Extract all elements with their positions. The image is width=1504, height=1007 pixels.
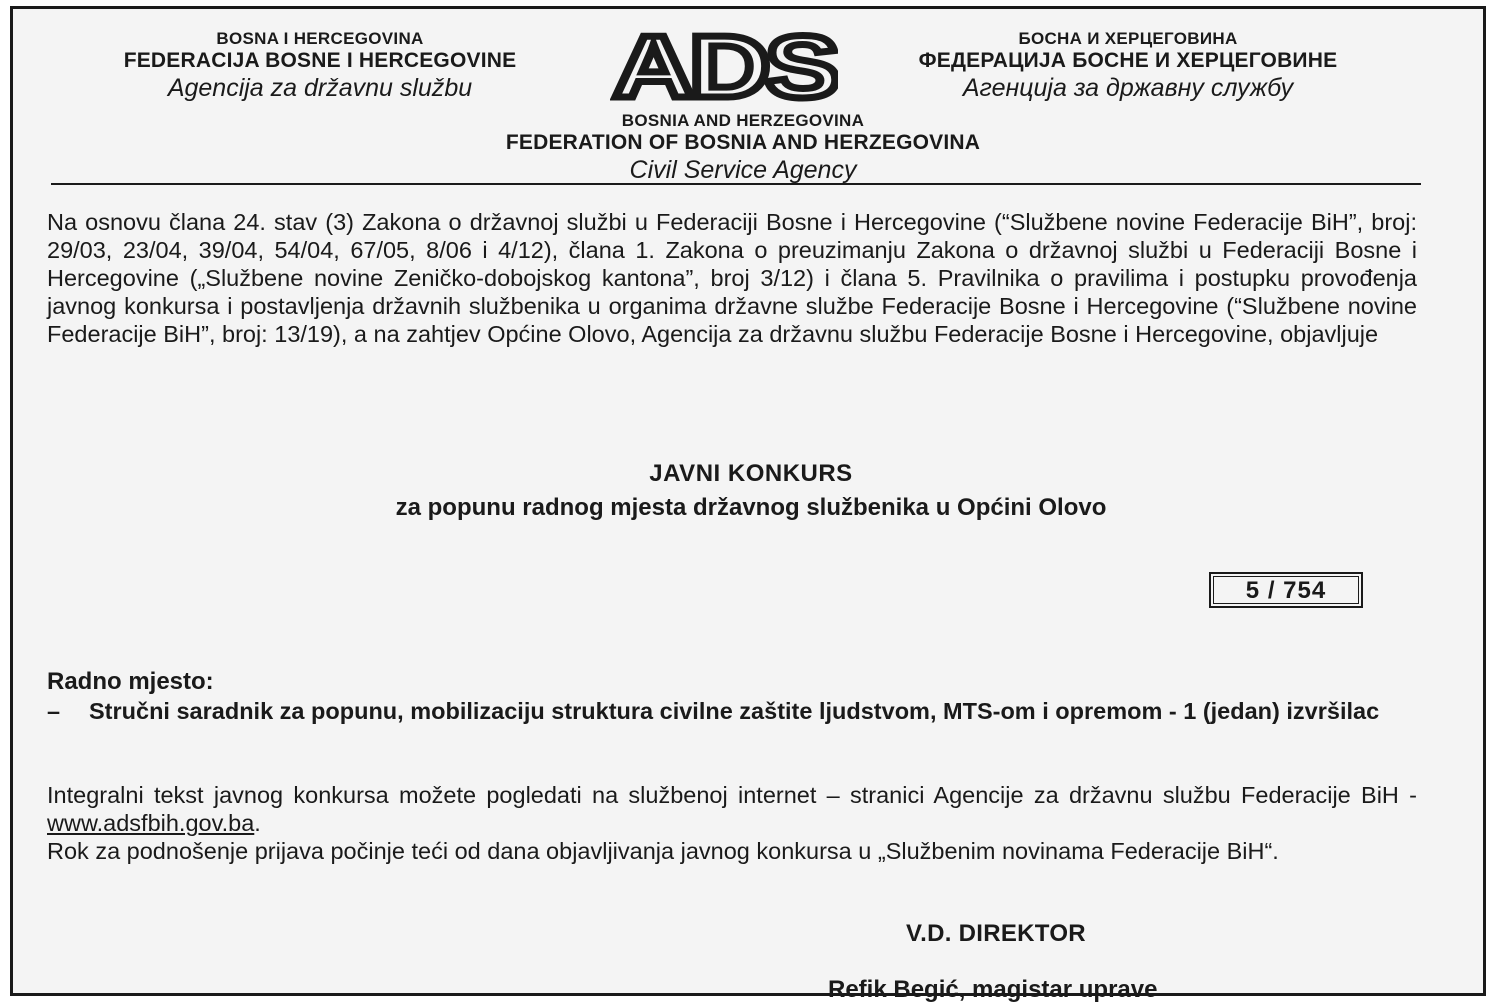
header-right-cyrillic xyxy=(868,29,1388,103)
reference-number: 5 / 754 xyxy=(1213,576,1359,604)
info-text: Integralni tekst javnog konkursa možete pogledati na službenoj internet – stranici Agencije za državnu službu Federacije BiH - xyxy=(47,782,1417,808)
position-description: Stručni saradnik za popunu, mobilizaciju struktura civilne zaštite ljudstvom, MTS-om i opremom - 1 (jedan) izvršilac xyxy=(89,698,1380,724)
ads-logo-text: ADS xyxy=(613,25,837,105)
announcement-title: JAVNI KONKURS xyxy=(649,460,853,487)
header-left-agency: Agencija za državnu službu xyxy=(167,74,473,102)
header-center-agency: Civil Service Agency xyxy=(629,156,857,184)
position-label: Radno mjesto: xyxy=(47,668,214,695)
deadline-paragraph: Rok za podnošenje prijava počinje teći od dana objavljivanja javnog konkursa u „Službenim novinama Federacije BiH“. xyxy=(47,838,1279,864)
header-center-country: BOSNIA AND HERZEGOVINA xyxy=(621,111,865,130)
header-center-federation: FEDERATION OF BOSNIA AND HERZEGOVINA xyxy=(505,131,981,154)
header-left-federation: FEDERACIJA BOSNE I HERCEGOVINE xyxy=(123,49,517,72)
ads-logo xyxy=(610,25,838,105)
announcement-subtitle: za popunu radnog mjesta državnog službenika u Općini Olovo xyxy=(395,494,1107,521)
intro-paragraph: Na osnovu člana 24. stav (3) Zakona o državnoj službi u Federaciji Bosne i Hercegovine (“Službene novine Federacije BiH”, broj: 29/03, 23/04, 39/04, 54/04, 67/05, 8/06 i 4/12), člana 1. Zakona o preuzimanju Zakona o državnoj službi u Federaciji Bosne i Hercegovine („Službene novine Zeničko-dobojskog kantona”, broj 3/12) i člana 5. Pravilnika o pravilima i postupku provođenja javnog konkursa i postavljenja državnih službenika u organima državne službe Federacije Bosne i Hercegovine (“Službene novine Federacije BiH”, broj: 13/19), a na zahtjev Općine Olovo, Agencija za državnu službu Federacije Bosne i Hercegovine, objavljuje xyxy=(47,209,1417,347)
signature-title: V.D. DIREKTOR xyxy=(906,920,1086,947)
header-left-country: BOSNA I HERCEGOVINA xyxy=(216,29,424,48)
position-dash: – xyxy=(47,698,61,724)
info-paragraph xyxy=(47,781,1417,837)
header-center-english xyxy=(413,111,1073,185)
header-right-country: БОСНА И ХЕРЦЕГОВИНА xyxy=(1018,29,1238,48)
agency-website-link[interactable]: www.adsfbih.gov.ba xyxy=(47,810,255,836)
info-text-end: . xyxy=(254,810,261,836)
position-item xyxy=(47,697,1417,725)
header-left-latin xyxy=(75,29,565,103)
reference-number-box xyxy=(1209,572,1363,608)
signature-name: Refik Begić, magistar uprave xyxy=(828,976,1158,1003)
header-divider xyxy=(51,183,1421,185)
header-right-federation: ФЕДЕРАЦИЈА БОСНЕ И ХЕРЦЕГОВИНЕ xyxy=(918,49,1338,72)
announcement-frame xyxy=(10,6,1486,1003)
header-right-agency: Агенција за државну службу xyxy=(962,74,1294,102)
